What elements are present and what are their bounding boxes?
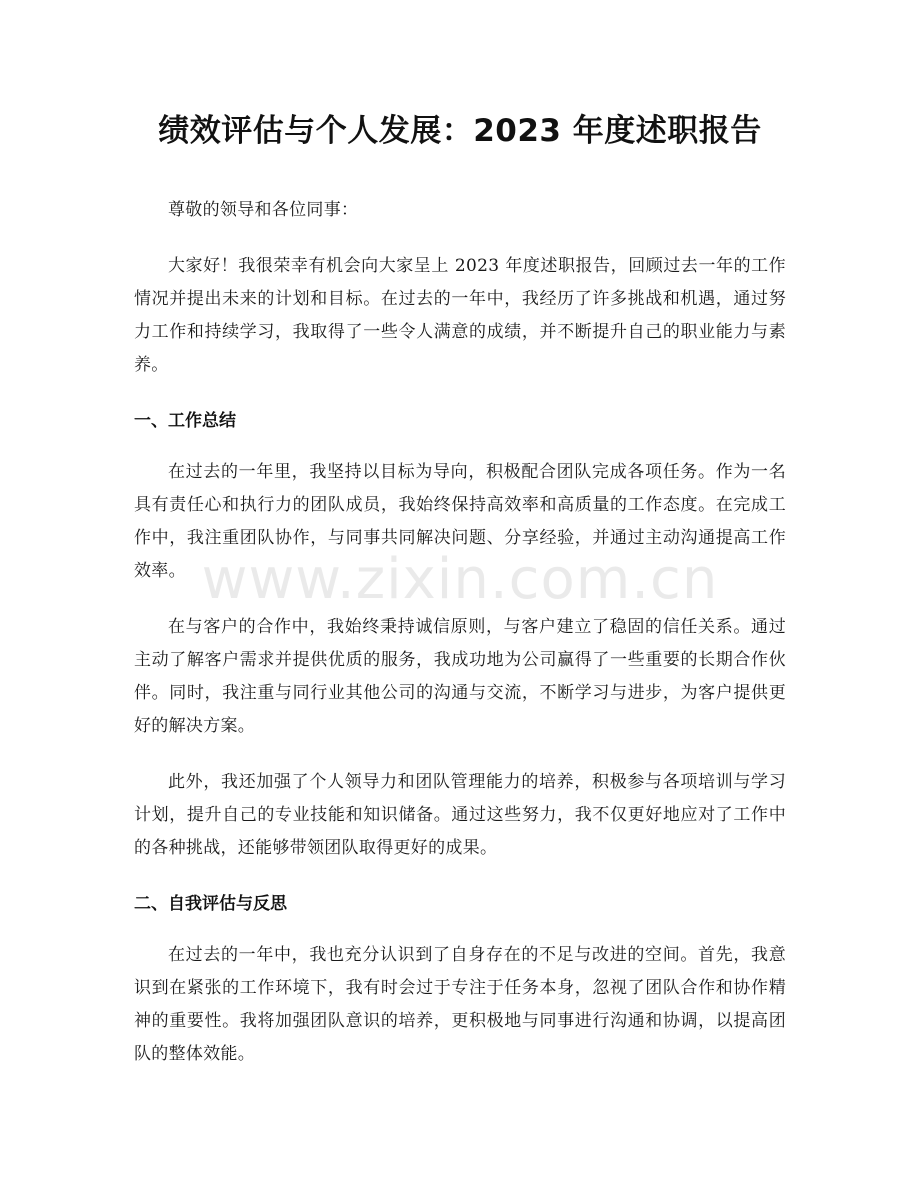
section-heading: 一、工作总结 xyxy=(134,411,236,431)
section-self-assessment xyxy=(134,888,786,1071)
section-paragraph: 在与客户的合作中，我始终秉持诚信原则，与客户建立了稳固的信任关系。通过主动了解客户需求并提供优质的服务，我成功地为公司赢得了一些重要的长期合作伙伴。同时，我注重与同行业其他公司的沟通与交流，不断学习与进步，为客户提供更好的解决方案。 xyxy=(134,617,786,736)
section-heading: 二、自我评估与反思 xyxy=(134,894,287,914)
salutation: 尊敬的领导和各位同事： xyxy=(168,200,359,220)
intro-paragraph: 大家好！我很荣幸有机会向大家呈上 2023 年度述职报告，回顾过去一年的工作情况并提出未来的计划和目标。在过去的一年中，我经历了许多挑战和机遇，通过努力工作和持续学习，我取得了一些令人满意的成绩，并不断提升自己的职业能力与素养。 xyxy=(134,256,786,375)
watermark: www.zixin.com.cn xyxy=(201,547,719,612)
section-paragraph: 在过去的一年中，我也充分认识到了自身存在的不足与改进的空间。首先，我意识到在紧张的工作环境下，我有时会过于专注于任务本身，忽视了团队合作和协作精神的重要性。我将加强团队意识的培养，更积极地与同事进行沟通和协调，以提高团队的整体效能。 xyxy=(134,945,786,1064)
document-title: 绩效评估与个人发展：2023 年度述职报告 xyxy=(158,113,762,149)
section-work-summary xyxy=(134,405,786,865)
section-paragraph: 在过去的一年里，我坚持以目标为导向，积极配合团队完成各项任务。作为一名具有责任心和执行力的团队成员，我始终保持高效率和高质量的工作态度。在完成工作中，我注重团队协作，与同事共同解决问题、分享经验，并通过主动沟通提高工作效率。 xyxy=(134,462,786,581)
section-paragraph: 此外，我还加强了个人领导力和团队管理能力的培养，积极参与各项培训与学习计划，提升自己的专业技能和知识储备。通过这些努力，我不仅更好地应对了工作中的各种挑战，还能够带领团队取得更好的成果。 xyxy=(134,772,786,858)
